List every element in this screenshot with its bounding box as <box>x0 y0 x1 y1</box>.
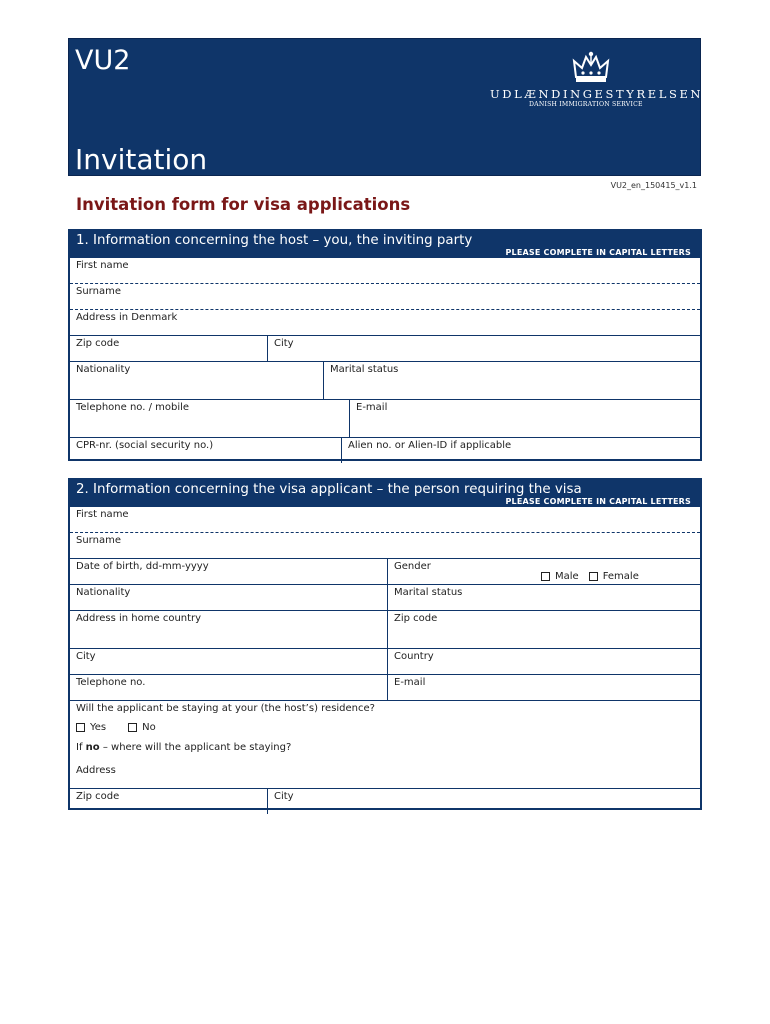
alt-address-field[interactable]: Address <box>76 765 116 776</box>
host-telephone-field[interactable]: Telephone no. / mobile <box>76 402 190 413</box>
applicant-telephone-field[interactable]: Telephone no. <box>76 677 146 688</box>
capital-letters-note: PLEASE COMPLETE IN CAPITAL LETTERS <box>505 497 691 506</box>
host-address-field[interactable]: Address in Denmark <box>76 312 178 323</box>
staying-no-option[interactable] <box>128 722 156 733</box>
staying-yes-option[interactable] <box>76 722 106 733</box>
host-first-name-row <box>70 258 700 283</box>
no-checkbox[interactable] <box>128 723 137 732</box>
host-id-row <box>70 437 700 463</box>
staying-question-block <box>70 701 700 763</box>
applicant-address-field[interactable]: Address in home country <box>76 613 202 624</box>
applicant-country-field[interactable]: Country <box>387 649 700 674</box>
female-label: Female <box>602 571 639 582</box>
capital-letters-note: PLEASE COMPLETE IN CAPITAL LETTERS <box>505 248 691 257</box>
host-marital-field[interactable]: Marital status <box>323 362 700 399</box>
gender-female-option[interactable] <box>589 571 639 582</box>
alt-city-field[interactable]: City <box>267 789 700 814</box>
applicant-nationality-field[interactable]: Nationality <box>76 587 131 598</box>
applicant-surname-field[interactable]: Surname <box>76 535 121 546</box>
crown-logo-icon <box>572 51 610 85</box>
applicant-email-field[interactable]: E-mail <box>387 675 700 700</box>
form-title: Invitation form for visa applications <box>76 195 411 214</box>
gender-label: Gender <box>394 561 431 572</box>
applicant-city-field[interactable]: City <box>76 651 96 662</box>
applicant-address-row <box>70 610 700 648</box>
section-title: 1. Information concerning the host – you, the inviting party <box>76 233 473 248</box>
host-nationality-field[interactable]: Nationality <box>76 364 131 375</box>
applicant-dob-field[interactable]: Date of birth, dd-mm-yyyy <box>76 561 209 572</box>
yes-label: Yes <box>90 722 107 733</box>
host-zip-field[interactable]: Zip code <box>76 338 120 349</box>
section-title: 2. Information concerning the visa applicant – the person requiring the visa <box>76 482 582 497</box>
host-alien-no-field[interactable]: Alien no. or Alien-ID if applicable <box>341 438 700 463</box>
applicant-nationality-row <box>70 584 700 610</box>
gender-male-option[interactable] <box>541 571 579 582</box>
applicant-zip-field[interactable]: Zip code <box>387 611 700 648</box>
applicant-dob-row <box>70 558 700 584</box>
section-host <box>68 229 702 461</box>
applicant-marital-field[interactable]: Marital status <box>387 585 700 610</box>
host-phone-row <box>70 399 700 437</box>
staying-question-row <box>70 700 700 763</box>
host-cpr-field[interactable]: CPR-nr. (social security no.) <box>76 440 214 451</box>
applicant-first-name-field[interactable]: First name <box>76 509 129 520</box>
document-title: Invitation <box>75 143 208 176</box>
applicant-gender-field <box>387 559 700 584</box>
applicant-city-row <box>70 648 700 674</box>
form-code: VU2 <box>75 45 131 76</box>
header-banner <box>68 38 704 176</box>
if-no-suffix: – where will the applicant be staying? <box>99 742 292 753</box>
section-header <box>70 231 700 258</box>
host-zip-city-row <box>70 335 700 361</box>
applicant-surname-row <box>70 532 700 558</box>
if-no-prefix: If <box>76 742 86 753</box>
yes-no-options <box>76 722 694 733</box>
agency-name: UDLÆNDINGESTYRELSEN <box>490 87 704 101</box>
host-surname-field[interactable]: Surname <box>76 286 121 297</box>
section-applicant <box>68 478 702 810</box>
alt-zip-field[interactable]: Zip code <box>76 791 120 802</box>
version-code: VU2_en_150415_v1.1 <box>610 181 697 190</box>
alt-zip-city-row <box>70 788 700 814</box>
gender-options <box>541 571 639 582</box>
male-checkbox[interactable] <box>541 572 550 581</box>
host-nationality-row <box>70 361 700 399</box>
staying-question: Will the applicant be staying at your (the host’s) residence? <box>76 703 375 714</box>
host-city-field[interactable]: City <box>267 336 700 361</box>
female-checkbox[interactable] <box>589 572 598 581</box>
if-no-question <box>76 742 694 753</box>
host-email-field[interactable]: E-mail <box>349 400 700 437</box>
if-no-bold: no <box>85 742 100 753</box>
applicant-phone-row <box>70 674 700 700</box>
no-label: No <box>142 722 156 733</box>
host-first-name-field[interactable]: First name <box>76 260 129 271</box>
alt-address-row <box>70 763 700 788</box>
agency-subtitle: DANISH IMMIGRATION SERVICE <box>529 101 643 108</box>
host-surname-row <box>70 283 700 309</box>
yes-checkbox[interactable] <box>76 723 85 732</box>
host-address-row <box>70 309 700 335</box>
applicant-first-name-row <box>70 507 700 532</box>
section-header <box>70 480 700 507</box>
male-label: Male <box>555 571 579 582</box>
